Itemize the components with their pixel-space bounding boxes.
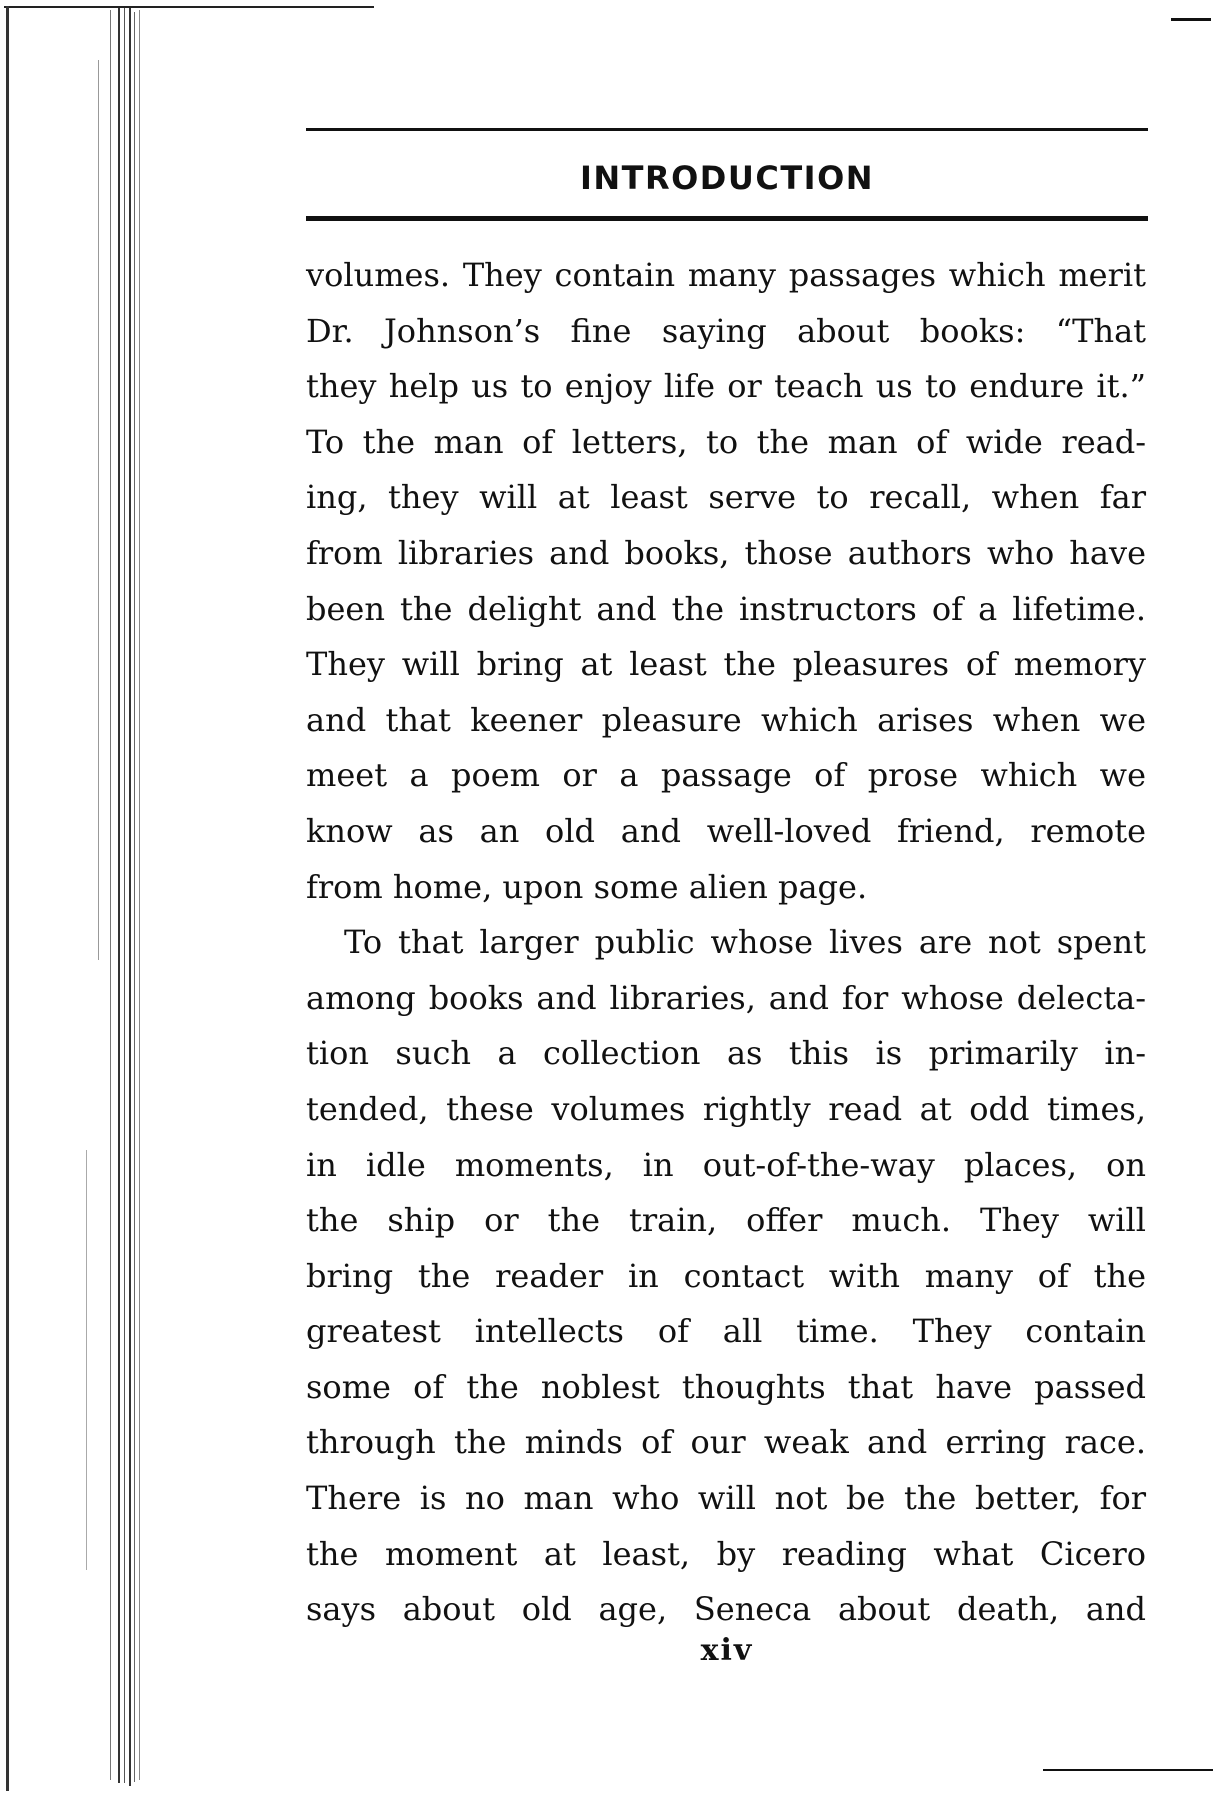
text-line: tended, these volumes rightly read at odd times, <box>306 1089 1146 1128</box>
binding-line <box>6 6 9 1791</box>
paragraph <box>306 248 1146 915</box>
text-line: To the man of letters, to the man of wide read- <box>306 422 1146 461</box>
text-line: ing, they will at least serve to recall, when far <box>306 478 1146 517</box>
text-line: bring the reader in contact with many of the <box>306 1256 1146 1295</box>
text-line: know as an old and well-loved friend, remote <box>306 811 1146 850</box>
text-line: Dr. Johnson’s fine saying about books: “That <box>306 311 1146 350</box>
body-text <box>306 248 1146 1638</box>
text-line: tion such a collection as this is primarily in- <box>306 1034 1146 1073</box>
text-line: volumes. They contain many passages which merit <box>306 256 1146 294</box>
text-line: To that larger public whose lives are not spent <box>344 923 1146 962</box>
binding-line <box>86 1150 87 1570</box>
binding-line <box>118 8 120 1783</box>
binding-line <box>110 10 111 1780</box>
text-line: in idle moments, in out-of-the-way places, on <box>306 1145 1146 1184</box>
binding-line <box>134 12 135 1782</box>
text-line: through the minds of our weak and erring race. <box>306 1423 1146 1462</box>
scan-edge-mark <box>1171 18 1211 21</box>
text-line: from home, upon some alien page. <box>306 867 868 906</box>
scan-edge-mark <box>1043 1769 1213 1771</box>
page-number: xiv <box>700 1633 754 1668</box>
binding-edge <box>0 0 160 1797</box>
text-line: among books and libraries, and for whose delecta- <box>306 978 1146 1017</box>
paragraph <box>306 915 1146 1638</box>
binding-line <box>139 10 140 1780</box>
text-line: says about old age, Seneca about death, and <box>306 1590 1146 1629</box>
text-line: the moment at least, by reading what Cicero <box>306 1534 1146 1573</box>
binding-line <box>129 8 131 1786</box>
scan-edge-top <box>4 6 374 8</box>
text-line: the ship or the train, offer much. They will <box>306 1201 1146 1240</box>
binding-line <box>98 60 99 960</box>
text-line: They will bring at least the pleasures of memory <box>306 645 1146 684</box>
running-head: INTRODUCTION <box>579 159 875 197</box>
text-line: they help us to enjoy life or teach us to endure it.” <box>306 367 1146 406</box>
text-line: some of the noblest thoughts that have passed <box>306 1367 1146 1406</box>
header-rule-bottom <box>306 216 1148 221</box>
binding-line <box>124 8 125 1783</box>
header-rule-top <box>306 128 1148 131</box>
text-line: and that keener pleasure which arises when we <box>306 700 1146 739</box>
text-line: greatest intellects of all time. They contain <box>306 1312 1146 1351</box>
text-line: from libraries and books, those authors who have <box>306 533 1146 572</box>
text-line: been the delight and the instructors of a lifetime. <box>306 589 1146 628</box>
text-line: meet a poem or a passage of prose which we <box>306 756 1146 795</box>
text-line: There is no man who will not be the better, for <box>306 1479 1146 1518</box>
